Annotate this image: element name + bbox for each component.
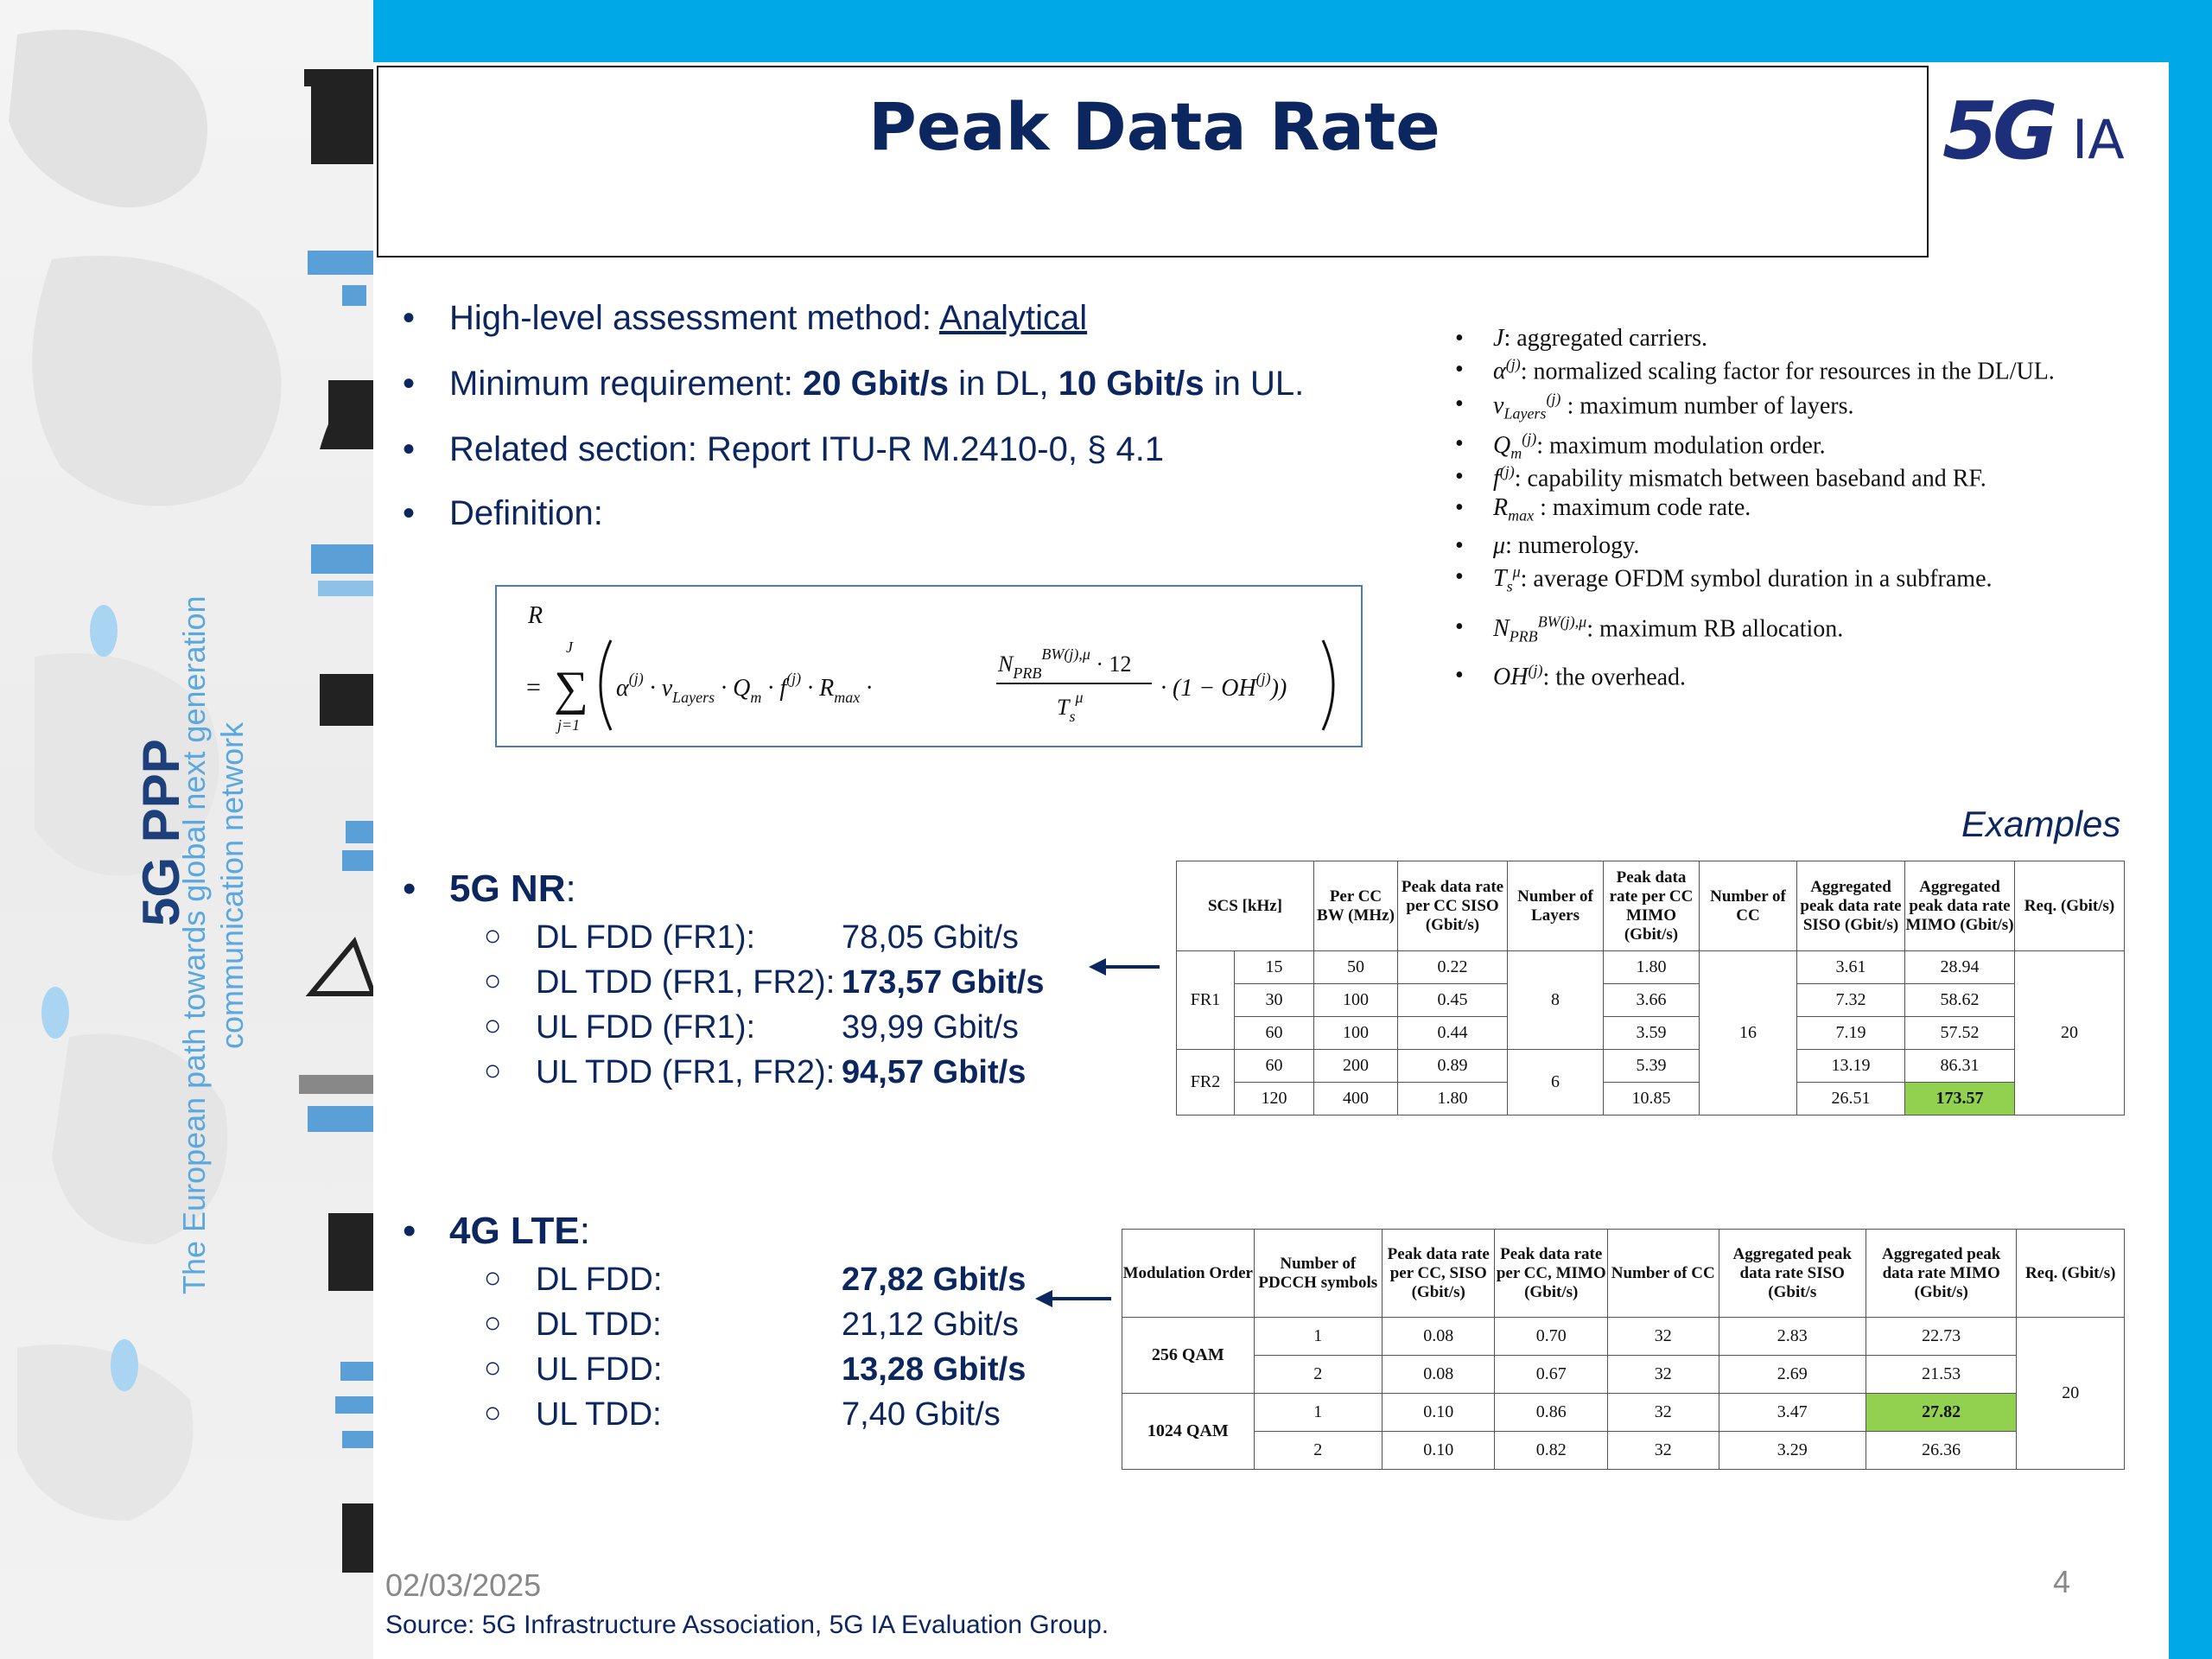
nr-header-bw: Per CC BW (MHz): [1314, 861, 1398, 951]
sidebar-tagline-2: communication network: [214, 721, 250, 1049]
nr-cell-scs: 15: [1235, 951, 1314, 984]
definition-symbol: OH$^{(j)}$: [1493, 662, 1543, 691]
definition-symbol: $R_{max}$: [1493, 494, 1535, 524]
lte-header-modulation: Modulation Order: [1122, 1230, 1255, 1318]
nr-item-value: 39,99 Gbit/s: [842, 1009, 1019, 1046]
lte-cell-peak-siso: 0.10: [1382, 1432, 1495, 1470]
lte-cell-agg-siso: 3.29: [1719, 1432, 1866, 1470]
lte-header-peak-mimo: Peak data rate per CC, MIMO (Gbit/s): [1495, 1230, 1608, 1318]
svg-text:∑: ∑: [554, 662, 588, 715]
table-row: [1177, 1017, 2125, 1050]
formula-box: [495, 585, 1363, 747]
nr-header-scs: SCS [kHz]: [1177, 861, 1314, 951]
nr-header-layers: Number of Layers: [1508, 861, 1604, 951]
svg-text:=: =: [526, 673, 541, 702]
nr-cell-peak-mimo: 3.59: [1604, 1017, 1700, 1050]
examples-label: Examples: [1961, 804, 2121, 844]
nr-cell-agg-siso: 7.32: [1797, 984, 1905, 1017]
bullet-min-requirement: • Minimum requirement: 20 Gbit/s in DL, 10 Gbit/s in UL.: [403, 365, 1305, 403]
bullet-related-section: • Related section: Report ITU-R M.2410-0, § 4.1: [403, 430, 1165, 468]
lte-item-label: ○ DL FDD:: [484, 1262, 663, 1298]
definition-item: [1493, 391, 1853, 423]
nr-cell-layers: 6: [1508, 1050, 1604, 1116]
nr-fr1-cell: FR1: [1177, 951, 1235, 1050]
svg-text:Tsμ: $T_s^\mu$: [1057, 689, 1084, 725]
nr-cell-peak-siso: 1.80: [1398, 1083, 1508, 1116]
definition-symbol: $f^{(j)}$: [1493, 463, 1515, 493]
svg-text:· (1 − OH(j))): · $(1 - OH^{(j)})$): [1160, 670, 1287, 702]
lte-cell-pdcch: 1: [1254, 1318, 1382, 1356]
top-accent-bar: [373, 0, 2169, 62]
definition-item: [1493, 494, 1751, 525]
title-box: [377, 66, 1929, 257]
table-row: [1177, 1083, 2125, 1116]
nr-cell-bw: 400: [1314, 1083, 1398, 1116]
nr-cell-agg-siso: 26.51: [1797, 1083, 1905, 1116]
nr-header-agg-mimo: Aggregated peak data rate MIMO (Gbit/s): [1905, 861, 2015, 951]
nr-cell-bw: 100: [1314, 984, 1398, 1017]
definition-text: : the overhead.: [1542, 664, 1687, 691]
definition-text: : average OFDM symbol duration in a subframe.: [1520, 565, 1993, 593]
definition-item: [1493, 613, 1843, 646]
nr-cell-agg-siso: 13.19: [1797, 1050, 1905, 1083]
nr-cell-bw: 200: [1314, 1050, 1398, 1083]
nr-cell-agg-mimo: 57.52: [1905, 1017, 2015, 1050]
definition-text: : capability mismatch between baseband and RF.: [1514, 465, 1986, 493]
lte-cell-peak-mimo: 0.70: [1495, 1318, 1608, 1356]
lte-heading: • 4G LTE:: [403, 1210, 590, 1252]
lte-cell-peak-mimo: 0.86: [1495, 1394, 1608, 1432]
method-value: Analytical: [938, 299, 1088, 337]
nr-header-peak-siso: Peak data rate per CC SISO (Gbit/s): [1398, 861, 1508, 951]
svg-text:NPRBBW(j),μ · 12: $N_{PRB}^{BW(j),\mu} \cdot 12$: [998, 645, 1132, 682]
lte-cell-num-cc: 32: [1607, 1318, 1719, 1356]
table-row: [1122, 1432, 2125, 1470]
nr-item-value: 94,57 Gbit/s: [842, 1054, 1027, 1090]
lte-item-value: 7,40 Gbit/s: [842, 1396, 1001, 1433]
svg-text:J: J: [566, 639, 573, 656]
lte-cell-mod-1024: 1024 QAM: [1122, 1394, 1255, 1470]
nr-cell-scs: 120: [1235, 1083, 1314, 1116]
lte-header-pdcch: Number of PDCCH symbols: [1254, 1230, 1382, 1318]
definition-text: : maximum code rate.: [1534, 494, 1751, 521]
nr-cell-agg-mimo: 28.94: [1905, 951, 2015, 984]
nr-item-value: 173,57 Gbit/s: [842, 964, 1045, 1001]
lte-cell-agg-mimo: 21.53: [1866, 1356, 2016, 1394]
lte-cell-pdcch: 2: [1254, 1356, 1382, 1394]
svg-text:j=1: j=1: [557, 716, 581, 734]
nr-arrow-icon: [1089, 954, 1161, 980]
nr-cell-peak-siso: 0.44: [1398, 1017, 1508, 1050]
nr-cell-agg-siso: 3.61: [1797, 951, 1905, 984]
nr-cell-agg-mimo: 58.62: [1905, 984, 2015, 1017]
right-accent-bar: [2169, 0, 2212, 1659]
lte-cell-peak-mimo: 0.82: [1495, 1432, 1608, 1470]
nr-header-peak-mimo: Peak data rate per CC MIMO (Gbit/s): [1604, 861, 1700, 951]
nr-cell-scs: 60: [1235, 1017, 1314, 1050]
peak-rate-formula: [497, 587, 1361, 746]
lte-header-agg-mimo: Aggregated peak data rate MIMO (Gbit/s): [1866, 1230, 2016, 1318]
sidebar-panel: [0, 0, 373, 1659]
nr-header-req: Req. (Gbit/s): [2015, 861, 2125, 951]
definition-text: : normalized scaling factor for resources in the DL/UL.: [1520, 358, 2055, 385]
nr-cell-bw: 50: [1314, 951, 1398, 984]
bullet-definition: • Definition:: [403, 494, 603, 532]
lte-cell-agg-mimo: 27.82: [1866, 1394, 2016, 1432]
nr-cell-peak-mimo: 1.80: [1604, 951, 1700, 984]
footer-source: Source: 5G Infrastructure Association, 5G IA Evaluation Group.: [385, 1611, 1109, 1639]
lte-arrow-icon: [1035, 1286, 1113, 1312]
nr-cell-agg-siso: 7.19: [1797, 1017, 1905, 1050]
nr-header-agg-siso: Aggregated peak data rate SISO (Gbit/s): [1797, 861, 1905, 951]
lte-cell-peak-siso: 0.10: [1382, 1394, 1495, 1432]
lte-cell-num-cc: 32: [1607, 1432, 1719, 1470]
definition-text: : maximum number of layers.: [1560, 392, 1854, 420]
lte-cell-num-cc: 32: [1607, 1356, 1719, 1394]
page-number: 4: [2053, 1564, 2071, 1599]
nr-cell-scs: 30: [1235, 984, 1314, 1017]
nr-item-label: ○ DL FDD (FR1):: [484, 919, 756, 956]
definition-item: [1493, 325, 1707, 353]
lte-header-agg-siso: Aggregated peak data rate SISO (Gbit/s: [1719, 1230, 1866, 1318]
table-row: [1122, 1394, 2125, 1432]
nr-cell-peak-mimo: 3.66: [1604, 984, 1700, 1017]
nr-item-label: ○ UL TDD (FR1, FR2):: [484, 1054, 836, 1090]
nr-header-cc: Number of CC: [1700, 861, 1797, 951]
lte-item-value: 21,12 Gbit/s: [842, 1306, 1019, 1343]
definition-item: [1493, 662, 1686, 691]
table-row: [1177, 984, 2125, 1017]
nr-table: [1176, 861, 2125, 1116]
definition-text: : maximum modulation order.: [1536, 432, 1826, 460]
nr-cell-scs: 60: [1235, 1050, 1314, 1083]
lte-cell-agg-siso: 3.47: [1719, 1394, 1866, 1432]
lte-cell-agg-mimo: 22.73: [1866, 1318, 2016, 1356]
lte-cell-agg-siso: 2.69: [1719, 1356, 1866, 1394]
svg-text:R: R: [528, 602, 543, 629]
lte-cell-agg-mimo: 26.36: [1866, 1432, 2016, 1470]
5gia-logo: [1942, 85, 2125, 177]
lte-header-cc: Number of CC: [1607, 1230, 1719, 1318]
lte-cell-peak-mimo: 0.67: [1495, 1356, 1608, 1394]
lte-cell-num-cc: 32: [1607, 1394, 1719, 1432]
definition-item: [1493, 532, 1639, 560]
svg-text:α(j) · vLayers · Qm · f(j) · R: $\alpha^{(j)} \cdot v_{Layers} \cdot Q_m \cdot f^{(j)} \cdot R_{max}$ ·: [616, 670, 873, 706]
definition-text: : maximum RB allocation.: [1586, 615, 1844, 643]
nr-cell-bw: 100: [1314, 1017, 1398, 1050]
lte-cell-mod-256: 256 QAM: [1122, 1318, 1255, 1394]
table-row: [1177, 951, 2125, 984]
nr-cell-num-cc: 16: [1700, 951, 1797, 1116]
lte-item-value: 27,82 Gbit/s: [842, 1262, 1027, 1298]
sidebar-tagline-1: The European path towards global next generation: [176, 595, 212, 1294]
definition-item: [1493, 356, 2055, 385]
table-row: [1177, 1050, 2125, 1083]
lte-item-label: ○ UL TDD:: [484, 1396, 662, 1433]
definition-item: [1493, 430, 1826, 463]
bullet-method: • High-level assessment method: Analytical: [403, 299, 1088, 337]
lte-table: [1122, 1229, 2125, 1470]
lte-item-value: 13,28 Gbit/s: [842, 1351, 1027, 1388]
nr-cell-peak-siso: 0.45: [1398, 984, 1508, 1017]
sidebar-brand: 5G PPP: [132, 739, 190, 926]
nr-item-label: ○ UL FDD (FR1):: [484, 1009, 756, 1046]
definition-text: : numerology.: [1505, 532, 1640, 559]
logo-ia: IA: [2071, 108, 2125, 171]
logo-5g: 5G: [1942, 85, 2053, 177]
lte-header-req: Req. (Gbit/s): [2017, 1230, 2125, 1318]
table-row: [1122, 1318, 2125, 1356]
nr-item-value: 78,05 Gbit/s: [842, 919, 1019, 956]
definition-symbol: $Q_m^{(j)}$: [1493, 430, 1537, 462]
lte-cell-peak-siso: 0.08: [1382, 1318, 1495, 1356]
lte-header-peak-siso: Peak data rate per CC, SISO (Gbit/s): [1382, 1230, 1495, 1318]
page-title: Peak Data Rate: [868, 88, 1440, 165]
definition-text: : aggregated carriers.: [1503, 325, 1707, 352]
nr-fr2-cell: FR2: [1177, 1050, 1235, 1116]
nr-heading: • 5G NR:: [403, 868, 576, 910]
definition-symbol: $\alpha^{(j)}$: [1493, 356, 1521, 385]
nr-cell-agg-mimo: 86.31: [1905, 1050, 2015, 1083]
definition-symbol: μ: [1493, 532, 1506, 559]
lte-item-label: ○ UL FDD:: [484, 1351, 663, 1388]
nr-cell-agg-mimo: 173.57: [1905, 1083, 2015, 1116]
table-row: [1122, 1356, 2125, 1394]
nr-cell-peak-siso: 0.22: [1398, 951, 1508, 984]
nr-cell-peak-mimo: 5.39: [1604, 1050, 1700, 1083]
lte-cell-agg-siso: 2.83: [1719, 1318, 1866, 1356]
lte-cell-req: 20: [2017, 1318, 2125, 1470]
footer-date: 02/03/2025: [385, 1567, 542, 1603]
definition-item: [1493, 463, 1986, 493]
nr-cell-layers: 8: [1508, 951, 1604, 1050]
definition-symbol: $T_s^\mu$: [1493, 563, 1521, 595]
nr-cell-peak-siso: 0.89: [1398, 1050, 1508, 1083]
lte-cell-peak-siso: 0.08: [1382, 1356, 1495, 1394]
lte-cell-pdcch: 2: [1254, 1432, 1382, 1470]
definition-symbol: $v_{Layers}^{(j)}$: [1493, 391, 1561, 423]
nr-item-label: ○ DL TDD (FR1, FR2):: [484, 964, 836, 1001]
definition-symbol: J: [1493, 325, 1504, 352]
definition-symbol: $N_{PRB}^{BW(j),\mu}$: [1493, 613, 1587, 645]
definition-item: [1493, 563, 1993, 596]
lte-cell-pdcch: 1: [1254, 1394, 1382, 1432]
lte-item-label: ○ DL TDD:: [484, 1306, 662, 1343]
nr-cell-peak-mimo: 10.85: [1604, 1083, 1700, 1116]
nr-cell-req: 20: [2015, 951, 2125, 1116]
